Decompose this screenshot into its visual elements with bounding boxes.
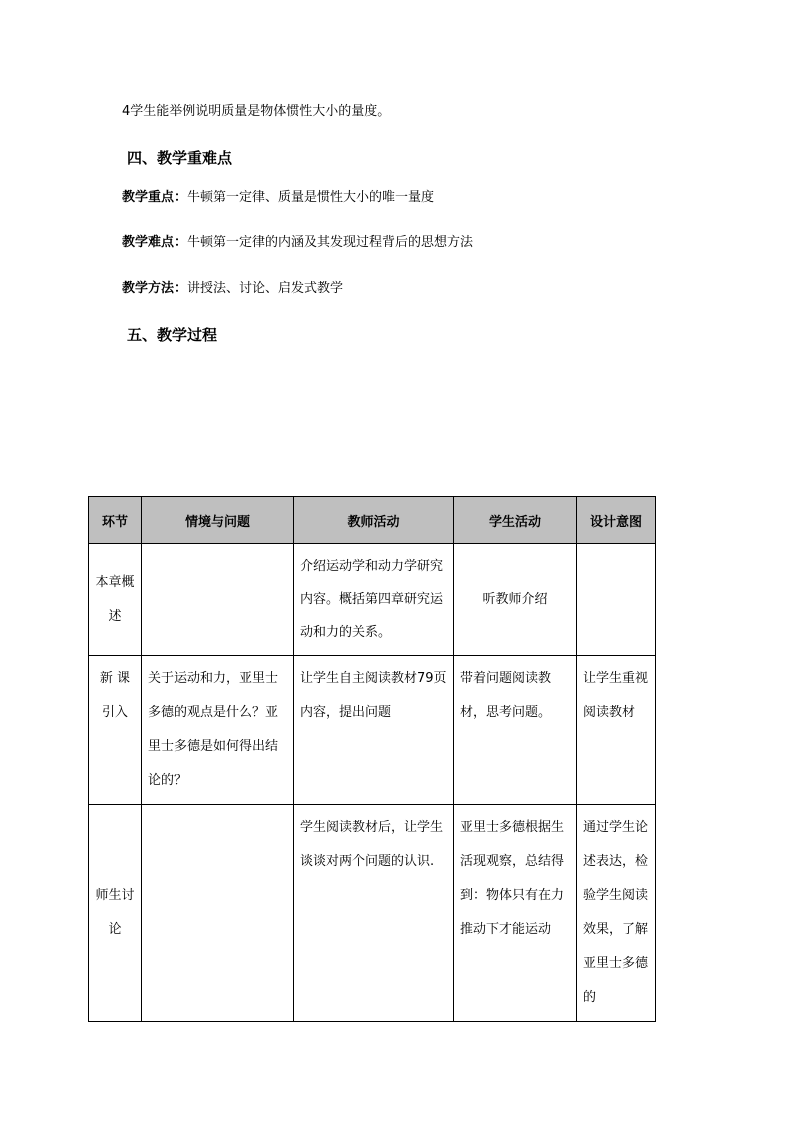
difficult-point: [122, 234, 473, 252]
situation-cell: [142, 805, 293, 817]
intent-cell: 通过学生论述表达，检验学生阅读效果，了解亚里士多德的: [583, 820, 649, 1005]
intent-cell: [577, 544, 655, 556]
situation-cell: [142, 544, 293, 556]
teaching-process-table: [88, 496, 656, 1022]
teacher-cell: 让学生自主阅读教材79页内容，提出问题: [300, 671, 447, 720]
key-point-label: 教学重点：: [122, 190, 188, 205]
teacher-cell: 介绍运动学和动力学研究内容。概括第四章研究运动和力的关系。: [300, 559, 444, 640]
table-row: [89, 656, 656, 805]
situation-cell: 关于运动和力，亚里士多德的观点是什么？亚里士多德是如何得出结论的？: [148, 671, 279, 788]
teaching-method: [122, 280, 343, 298]
table-row: [89, 805, 656, 1022]
intent-cell: 让学生重视阅读教材: [583, 671, 649, 720]
header-student: 学生活动: [454, 497, 577, 544]
section-4-heading: 四、教学重难点: [127, 149, 233, 167]
method-text: 讲授法、讨论、启发式教学: [187, 281, 344, 296]
difficult-point-label: 教学难点：: [122, 235, 188, 250]
section-5-heading: 五、教学过程: [127, 326, 218, 344]
stage-cell: 师生讨论: [95, 888, 135, 937]
key-point-text: 牛顿第一定律、质量是惯性大小的唯一量度: [187, 190, 435, 205]
student-cell: 听教师介绍: [482, 591, 548, 607]
objective-4: 4学生能举例说明质量是物体惯性大小的量度。: [122, 104, 391, 119]
header-teacher: 教师活动: [294, 497, 454, 544]
student-cell: 带着问题阅读教材，思考问题。: [460, 671, 552, 720]
difficult-point-text: 牛顿第一定律的内涵及其发现过程背后的思想方法: [187, 235, 474, 250]
table-header-row: [89, 497, 656, 544]
header-stage: 环节: [89, 497, 142, 544]
stage-cell: 新 课引入: [99, 671, 131, 720]
stage-cell: 本章概述: [95, 574, 135, 624]
key-point: [122, 189, 434, 207]
method-label: 教学方法：: [122, 281, 188, 296]
table-row: [89, 544, 656, 656]
header-intent: 设计意图: [577, 497, 656, 544]
student-cell: 亚里士多德根据生活现观察，总结得到：物体只有在力推动下才能运动: [460, 820, 565, 937]
teacher-cell: 学生阅读教材后，让学生谈谈对两个问题的认识.: [300, 820, 444, 869]
header-situation: 情境与问题: [142, 497, 294, 544]
